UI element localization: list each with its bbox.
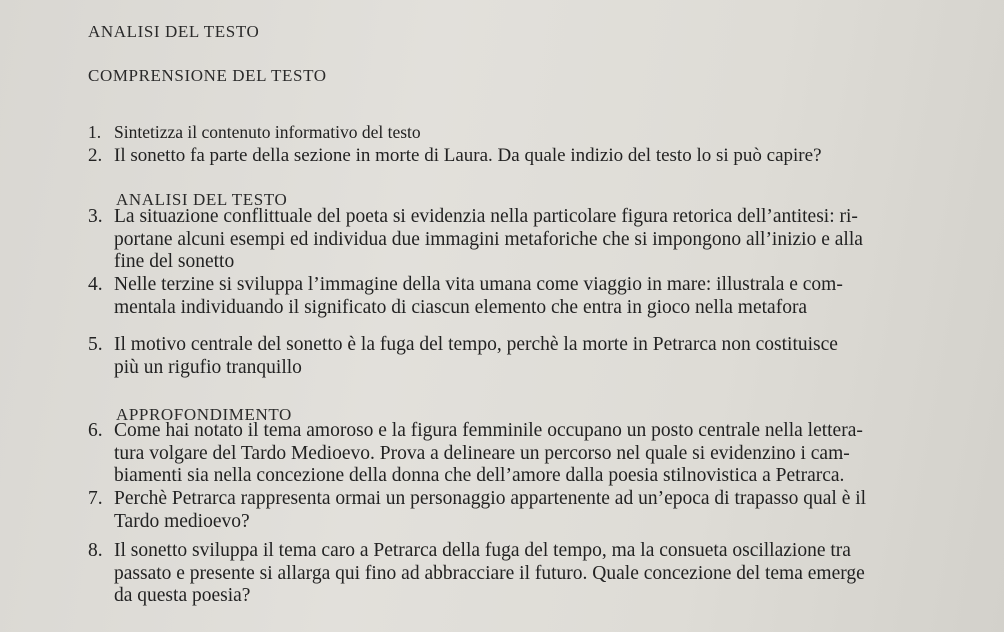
question-number: 5. bbox=[88, 334, 103, 355]
question-text: Come hai notato il tema amoroso e la figura femminile occupano un posto centrale nella lettera- bbox=[114, 420, 863, 441]
question-text: Nelle terzine si sviluppa l’immagine della vita umana come viaggio in mare: illustrala e com- bbox=[114, 274, 843, 295]
question-8 bbox=[88, 540, 865, 608]
question-number: 4. bbox=[88, 274, 103, 295]
question-text: portane alcuni esempi ed individua due immagini metaforiche che si impongono all’inizio e alla bbox=[114, 228, 863, 250]
question-text: Il sonetto fa parte della sezione in morte di Laura. Da quale indizio del testo lo si può capire? bbox=[114, 145, 822, 166]
question-5 bbox=[88, 334, 838, 379]
question-number: 2. bbox=[88, 145, 103, 166]
question-text: passato e presente si allarga qui fino ad abbracciare il futuro. Quale concezione del tema emerge bbox=[114, 562, 865, 584]
question-text: Il sonetto sviluppa il tema caro a Petrarca della fuga del tempo, ma la consueta oscillazione tra bbox=[114, 540, 851, 561]
question-text: tura volgare del Tardo Medioevo. Prova a delineare un percorso nel quale si evidenzino i cam- bbox=[114, 442, 850, 464]
question-text: La situazione conflittuale del poeta si evidenzia nella particolare figura retorica dell’antitesi: ri- bbox=[114, 206, 858, 227]
heading-analisi-top: ANALISI DEL TESTO bbox=[88, 22, 260, 41]
question-text: più un rigufio tranquillo bbox=[114, 356, 302, 378]
question-number: 8. bbox=[88, 540, 103, 561]
question-text: Perchè Petrarca rappresenta ormai un personaggio appartenente ad un’epoca di trapasso qual è il bbox=[114, 488, 867, 509]
question-3 bbox=[88, 206, 863, 274]
heading-analisi: ANALISI DEL TESTO bbox=[116, 190, 288, 209]
question-6 bbox=[88, 420, 863, 488]
question-number: 7. bbox=[88, 488, 103, 509]
question-text: da questa poesia? bbox=[114, 585, 251, 606]
question-7 bbox=[88, 488, 866, 533]
question-1 bbox=[88, 122, 421, 142]
question-text: biamenti sia nella concezione della donna che dell’amore dalla poesia stilnovistica a Petrarca. bbox=[114, 465, 845, 486]
question-2 bbox=[88, 145, 822, 168]
question-text: Sintetizza il contenuto informativo del testo bbox=[114, 122, 421, 142]
question-number: 1. bbox=[88, 122, 102, 142]
question-text: Tardo medioevo? bbox=[114, 510, 250, 532]
question-number: 3. bbox=[88, 206, 103, 227]
question-4 bbox=[88, 274, 843, 319]
question-number: 6. bbox=[88, 420, 103, 441]
question-text: mentala individuando il significato di ciascun elemento che entra in gioco nella metafora bbox=[114, 296, 808, 318]
question-text: fine del sonetto bbox=[114, 251, 235, 272]
heading-comprensione: COMPRENSIONE DEL TESTO bbox=[88, 66, 327, 85]
heading-approfondimento: APPROFONDIMENTO bbox=[116, 405, 292, 424]
question-text: Il motivo centrale del sonetto è la fuga del tempo, perchè la morte in Petrarca non costituisce bbox=[114, 334, 838, 355]
